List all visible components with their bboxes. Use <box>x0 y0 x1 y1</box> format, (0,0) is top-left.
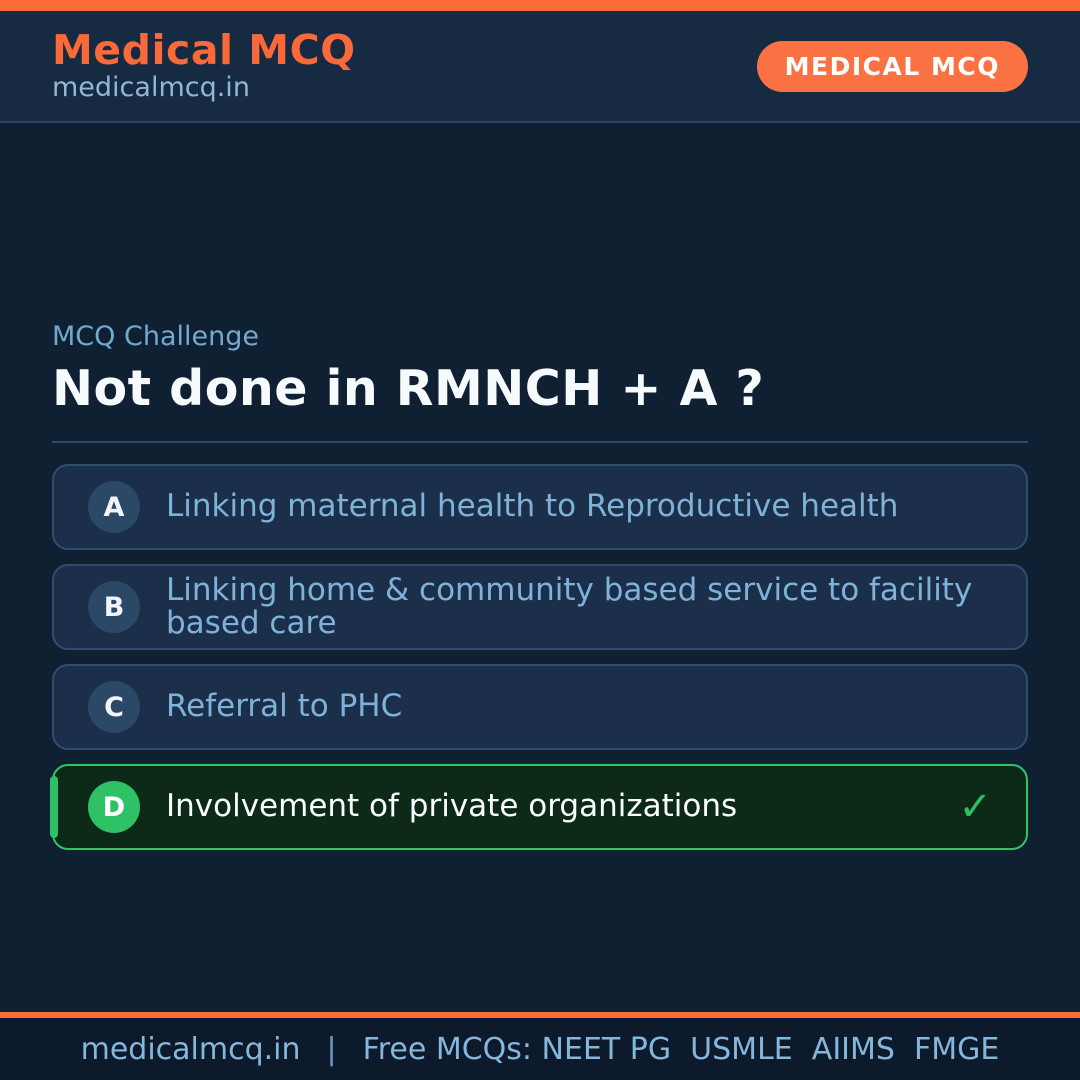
option-d-correct-answer[interactable] <box>52 764 1028 850</box>
brand-title: Medical MCQ <box>52 25 356 74</box>
option-c-letter-badge: C <box>88 681 140 733</box>
option-d-text: Involvement of private organizations <box>166 788 738 825</box>
option-a-letter-badge: A <box>88 481 140 533</box>
question-title: Not done in RMNCH + A ? <box>52 360 765 417</box>
footer-site: medicalmcq.in <box>80 1031 301 1067</box>
brand-badge: MEDICAL MCQ <box>757 41 1028 92</box>
option-b-letter-badge: B <box>88 581 140 633</box>
checkmark-icon: ✓ <box>958 784 992 830</box>
correct-accent-bar <box>50 776 58 838</box>
option-c[interactable] <box>52 664 1028 750</box>
option-d-letter-badge: D <box>88 781 140 833</box>
divider <box>52 441 1028 443</box>
footer-tagline: Free MCQs: NEET PG USMLE AIIMS FMGE <box>362 1031 1000 1067</box>
header <box>0 11 1080 123</box>
brand-subtitle: medicalmcq.in <box>52 72 250 103</box>
top-accent-strip <box>0 0 1080 11</box>
option-a-text: Linking maternal health to Reproductive health <box>166 488 899 525</box>
brand-block <box>52 25 356 103</box>
question-kicker: MCQ Challenge <box>52 321 259 352</box>
question-section <box>0 123 1080 1012</box>
option-c-text: Referral to PHC <box>166 688 403 725</box>
footer-separator: | <box>326 1031 337 1067</box>
option-b[interactable] <box>52 564 1028 650</box>
footer <box>0 1012 1080 1080</box>
option-a[interactable] <box>52 464 1028 550</box>
option-b-text: Linking home & community based service to facility based care <box>166 571 973 641</box>
